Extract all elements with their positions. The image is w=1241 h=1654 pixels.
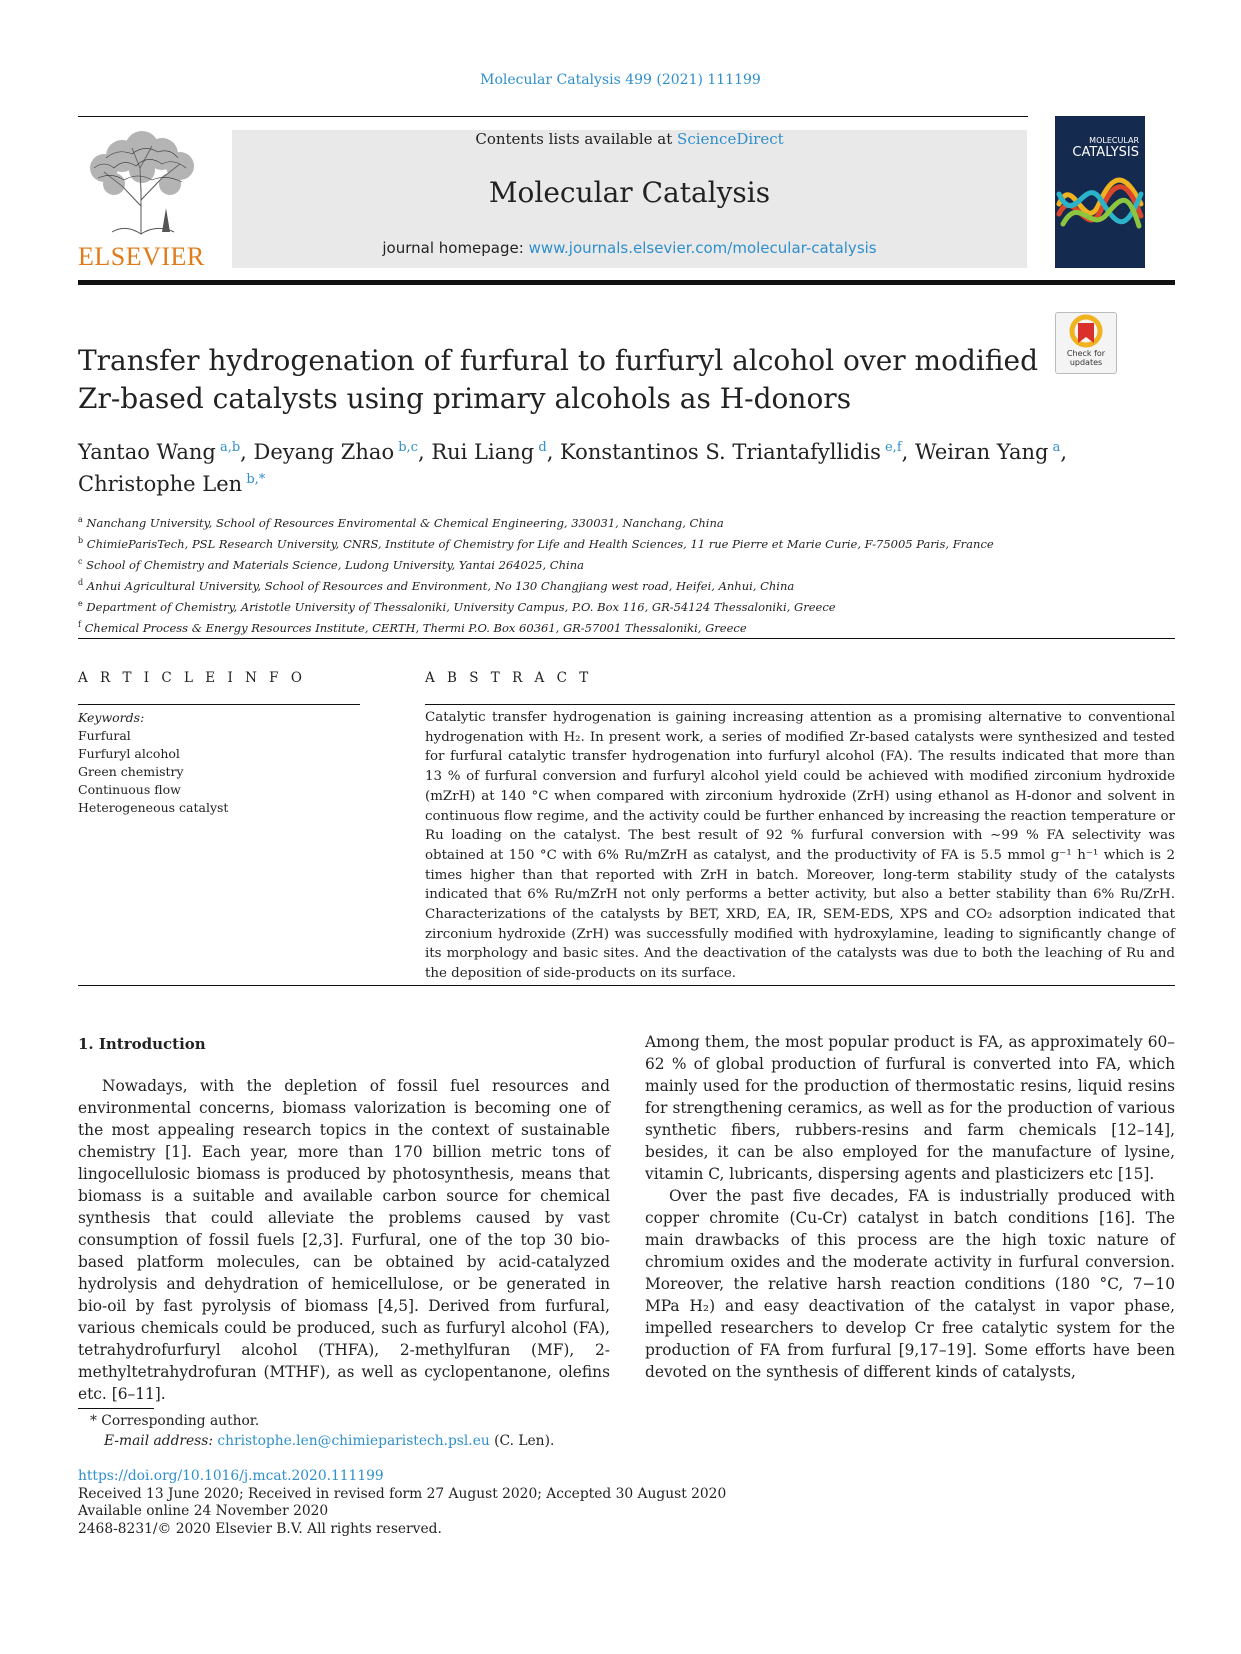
title-line-2: Zr-based catalysts using primary alcohols as H-donors (78, 382, 852, 415)
doi-link[interactable]: https://doi.org/10.1016/j.mcat.2020.111199 (78, 1468, 384, 1484)
author-name: Weiran Yang (915, 440, 1049, 464)
author-affiliation-marker[interactable]: a (1048, 440, 1061, 455)
contents-line (232, 130, 1027, 148)
keyword[interactable]: Green chemistry (78, 764, 184, 779)
homepage-link[interactable]: www.journals.elsevier.com/molecular-catalysis (528, 239, 877, 257)
keyword[interactable]: Furfuryl alcohol (78, 746, 180, 761)
elsevier-logo[interactable] (78, 128, 205, 271)
author-separator: , (240, 440, 254, 464)
keywords-label: Keywords: (78, 710, 145, 725)
affiliation-text: Department of Chemistry, Aristotle University of Thessaloniki, University Campus, P.O. Box 116, GR-54124 Thessaloniki, Greece (82, 599, 836, 614)
abstract-text: Catalytic transfer hydrogenation is gaining increasing attention as a promising alternative to conventional hydrogenation with H₂. In present work, a series of modified Zr-based catalysts were synthesized and tested for furfural catalytic transfer hydrogenation into furfuryl alcohol (FA). The results indicated that more than 13 % of furfural conversion and furfuryl alcohol yield could be achieved with modified zirconium hydroxide (mZrH) at 140 °C when compared with zirconium hydroxide (ZrH) using ethanol as H-donor and solvent in continuous flow regime, and the activity could be further enhanced by increasing the reaction temperature or Ru loading on the catalyst. The best result of 92 % furfural conversion with ∼99 % FA selectivity was obtained at 150 °C with 6% Ru/mZrH as catalyst, and the productivity of FA is 5.5 mmol g⁻¹ h⁻¹ which is 2 times higher than that reported with ZrH in batch. Moreover, long-term stability study of the catalysts indicated that 6% Ru/mZrH not only performs a better activity, but also a better stability than 6% Ru/ZrH. Characterizations of the catalysts by BET, XRD, EA, IR, SEM-EDS, XPS and CO₂ adsorption indicated that zirconium hydroxide (ZrH) was successfully modified with hydroxylamine, leading to significantly change of its morphology and basic sites. And the deactivation of the catalysts was due to both the leaching of Ru and the deposition of side-products on its surface. (425, 710, 1175, 982)
abstract-bottom-rule (78, 985, 1175, 986)
affiliation-key: a (78, 515, 83, 524)
author[interactable] (560, 440, 902, 464)
author-separator: , (901, 440, 915, 464)
affiliation-key: e (78, 599, 83, 609)
journal-reference[interactable]: Molecular Catalysis 499 (2021) 111199 (480, 72, 761, 88)
author[interactable] (78, 440, 240, 464)
cover-title-line2: CATALYSIS (1072, 145, 1139, 160)
affiliation-text: Chemical Process & Energy Resources Institute, CERTH, Thermi P.O. Box 60361, GR-57001 Thessaloniki, Greece (80, 620, 747, 635)
elsevier-tree-icon (82, 128, 200, 236)
author-affiliation-marker[interactable]: b,* (242, 472, 266, 487)
affiliation-key: b (78, 536, 84, 546)
journal-masthead (232, 130, 1027, 268)
affiliation (78, 574, 1158, 595)
introduction-heading: 1. Introduction (78, 1035, 206, 1053)
affiliations-rule (78, 638, 1175, 639)
footnote (78, 1411, 678, 1451)
author[interactable] (915, 440, 1060, 464)
keywords-block (78, 709, 358, 817)
publication-info (78, 1468, 878, 1538)
author-name: Yantao Wang (78, 440, 216, 464)
affiliation (78, 595, 1158, 616)
title-line-1: Transfer hydrogenation of furfural to furfuryl alcohol over modified (78, 344, 1039, 377)
abstract-body (425, 708, 1175, 984)
author-name: Christophe Len (78, 472, 243, 496)
abstract-rule (425, 704, 1175, 705)
elsevier-wordmark: ELSEVIER (78, 242, 205, 271)
email-suffix: (C. Len). (489, 1433, 555, 1449)
abstract-heading: A B S T R A C T (425, 670, 593, 686)
article-title (78, 342, 1038, 418)
author-name: Rui Liang (431, 440, 535, 464)
author-affiliation-marker[interactable]: d (534, 440, 547, 455)
header-top-rule (78, 116, 1028, 117)
intro-paragraph-1: Nowadays, with the depletion of fossil fuel resources and environmental concerns, biomass valorization is becoming one of the most appealing research topics in the context of sustainable chemistry [1]. Each year, more than 170 billion metric tons of lingocellulosic biomass is produced by photosynthesis, means that biomass is a suitable and available carbon source for chemical synthesis that could alleviate the problems caused by vast consumption of fossil fuels [2,3]. Furfural, one of the top 30 bio-based platform molecules, can be obtained by acid-catalyzed hydrolysis and dehydration of hemicellulose, or be generated in bio-oil by fast pyrolysis of biomass [4,5]. Derived from furfural, various chemicals could be produced, such as furfuryl alcohol (FA), tetrahydrofurfuryl alcohol (THFA), 2-methylfuran (MF), 2-methyltetrahydrofuran (MTHF), as well as cyclopentanone, olefins etc. [6–11]. (78, 1077, 610, 1403)
author[interactable] (78, 472, 265, 496)
affiliation-key: c (78, 557, 83, 567)
author-list (78, 434, 1078, 498)
journal-cover[interactable] (1055, 116, 1145, 268)
body-column-right (645, 1031, 1175, 1383)
author-name: Konstantinos S. Triantafyllidis (560, 440, 881, 464)
contents-prefix: Contents lists available at (475, 130, 678, 148)
affiliation (78, 616, 1158, 637)
intro-paragraph-2: Among them, the most popular product is FA, as approximately 60–62 % of global production of furfural is converted into FA, which mainly used for the production of thermostatic resins, liquid resins for strengthening ceramics, as well as for the production of various synthetic fibers, rubbers-resins and farm chemicals [12–14], besides, it can be also employed for the manufacture of lysine, vitamin C, lubricants, dispersing agents and plasticizers etc [15]. (645, 1033, 1175, 1183)
sciencedirect-link[interactable]: ScienceDirect (677, 130, 784, 148)
affiliation-text: Nanchang University, School of Resources Enviromental & Chemical Engineering, 330031, Nanchang, China (82, 515, 724, 530)
journal-name: Molecular Catalysis (488, 176, 771, 209)
author-separator: , (1060, 440, 1068, 464)
keyword[interactable]: Continuous flow (78, 782, 181, 797)
copyright: 2468-8231/© 2020 Elsevier B.V. All rights reserved. (78, 1520, 442, 1537)
affiliation-list (78, 511, 1158, 637)
body-column-left (78, 1075, 610, 1405)
online-date: Available online 24 November 2020 (78, 1503, 329, 1519)
affiliation-text: ChimieParisTech, PSL Research University, CNRS, Institute of Chemistry for Life and Health Sciences, 11 rue Pierre et Marie Curie, F-75005 Paris, France (83, 536, 994, 551)
email-label: E-mail address: (104, 1433, 218, 1449)
keyword[interactable]: Furfural (78, 728, 131, 743)
author[interactable] (431, 440, 546, 464)
email-link[interactable]: christophe.len@chimieparistech.psl.eu (217, 1433, 490, 1449)
corresponding-author-note: * Corresponding author. (90, 1413, 260, 1429)
article-info-heading: A R T I C L E I N F O (78, 670, 306, 686)
author-affiliation-marker[interactable]: b,c (394, 440, 418, 455)
header-bottom-rule (78, 280, 1175, 285)
check-for-updates-button[interactable] (1055, 312, 1117, 374)
homepage-line (232, 239, 1027, 257)
author-affiliation-marker[interactable]: a,b (215, 440, 241, 455)
affiliation-text: School of Chemistry and Materials Science, Ludong University, Yantai 264025, China (82, 557, 584, 572)
affiliation (78, 511, 1158, 532)
author-separator: , (546, 440, 561, 464)
author-name: Deyang Zhao (253, 440, 395, 464)
check-updates-icon (1056, 313, 1116, 349)
intro-paragraph-3: Over the past five decades, FA is industrially produced with copper chromite (Cu-Cr) catalyst in batch conditions [16]. The main drawbacks of this process are the high toxic nature of chromium oxides and the moderate activity in furfural conversion. Moreover, the relative harsh reaction conditions (180 °C, 7−10 MPa H₂) and easy deactivation of the catalyst in vapor phase, impelled researchers to develop Cr free catalytic system for the production of FA from furfural [9,17–19]. Some efforts have been devoted on the synthesis of different kinds of catalysts, (645, 1187, 1175, 1381)
cover-title-line1: MOLECULAR (1089, 136, 1139, 145)
author-separator: , (417, 440, 432, 464)
affiliation (78, 553, 1158, 574)
author-affiliation-marker[interactable]: e,f (880, 440, 902, 455)
article-info-rule (78, 704, 360, 705)
affiliation-key: f (78, 620, 81, 630)
email-line (78, 1431, 678, 1451)
keywords-list (78, 727, 358, 817)
received-dates: Received 13 June 2020; Received in revised form 27 August 2020; Accepted 30 August 2020 (78, 1485, 727, 1502)
author[interactable] (254, 440, 418, 464)
cover-art-icon (1055, 164, 1145, 244)
affiliation-text: Anhui Agricultural University, School of Resources and Environment, No 130 Changjiang west road, Heifei, Anhui, China (83, 578, 795, 593)
affiliation-key: d (78, 578, 84, 588)
keyword[interactable]: Heterogeneous catalyst (78, 800, 229, 815)
affiliation (78, 532, 1158, 553)
homepage-prefix: journal homepage: (382, 239, 529, 257)
footnote-rule (78, 1408, 154, 1409)
check-updates-label: Check for updates (1066, 349, 1106, 367)
